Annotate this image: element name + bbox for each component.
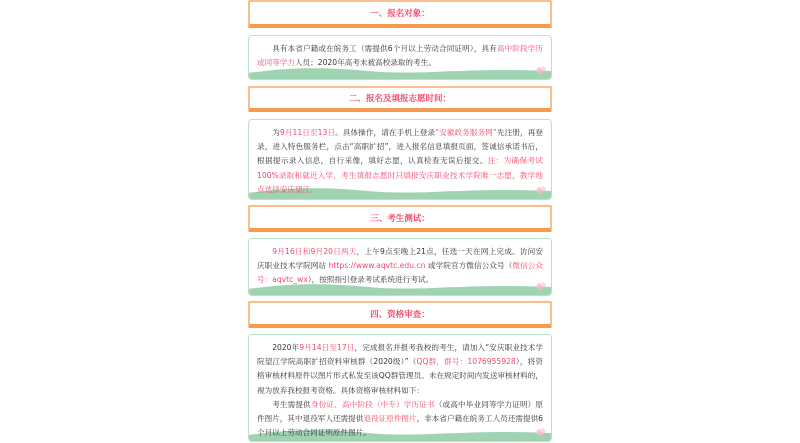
highlight-text: 身份证、高中阶段（中专）学历证书 xyxy=(310,399,435,409)
paragraph xyxy=(257,245,543,288)
text: 或学院官方微信公众号（ xyxy=(425,261,513,271)
text: 先注册，再登录，进入特色服务栏，点击“高职扩招”，进入报名信息填报页面，签诚信承诺书后，根据提示录入信息，自行采像，填好志愿，认真检查无误后提交。 xyxy=(257,128,544,166)
flower-icon xyxy=(535,65,547,75)
text: 。具体操作，请在手机上登录 xyxy=(335,128,436,137)
text: 具有本省户籍或在皖务工（需提供6个月以上劳动合同证明），具有 xyxy=(272,44,497,53)
flower-icon xyxy=(535,281,547,291)
text: 2020年 xyxy=(272,343,300,352)
flower-icon xyxy=(535,427,547,437)
section-card xyxy=(248,119,552,200)
text: 考生需提供 xyxy=(272,399,311,409)
highlight-text: 退役证原件图片 xyxy=(363,414,417,424)
section-header xyxy=(248,0,552,28)
text: ，上午9点至晚上21点，任选一天在网上完成。访问安庆职业技术学院网站 xyxy=(257,247,543,271)
highlight-text: 9月16日和9月20日两天 xyxy=(272,247,357,256)
highlight-text: “安徽政务服务网” xyxy=(435,128,497,137)
section-title: 三、考生测试： xyxy=(370,213,430,224)
website-link[interactable]: https://www.aqvtc.edu.cn xyxy=(328,261,426,271)
text: ，完成报名并报考我校的考生，请加入“安庆职业技术学院望江学院高职扩招资料审核群（2020级）”（ xyxy=(257,343,543,367)
section-card xyxy=(248,238,552,296)
text: 为 xyxy=(272,128,280,137)
paragraph xyxy=(257,398,543,441)
section-header xyxy=(248,86,552,112)
section-title: 四、资格审查： xyxy=(370,309,430,320)
text: ，非本省户籍在皖务工人员还需提供6个月以上劳动合同证明原件图片。 xyxy=(257,414,544,438)
highlight-text: 9月14日至17日 xyxy=(299,343,355,352)
section-card xyxy=(248,334,552,442)
text: （或高中毕业同等学力证明）原件图片，其中退役军人还需提供 xyxy=(257,399,544,424)
paragraph xyxy=(257,341,543,398)
section-card xyxy=(248,35,552,80)
paragraph xyxy=(257,42,543,70)
section-header xyxy=(248,301,552,328)
paragraph xyxy=(257,126,543,197)
text: ），将资格审核材料原件以图片形式私发至该QQ群管理员。未在规定时间内发送审核材料的，视为放弃我校报考资格。具体资格审核材料如下： xyxy=(257,357,543,395)
text: 人员；2020年高考未被高校录取的考生。 xyxy=(294,58,436,68)
highlight-text: 9月11日至13日 xyxy=(279,128,336,137)
highlight-text: 注：为确保考试100%录取和就近入学，考生填报志愿时只填报安庆职业技术学院唯一志愿，教学地点选择安庆望江。 xyxy=(257,156,544,194)
highlight-text: 高中阶段学历或同等学力 xyxy=(257,44,544,68)
section-title: 一、报名对象： xyxy=(370,9,430,19)
text: ），按照指引登录考试系统进行考试。 xyxy=(307,275,434,285)
flower-icon xyxy=(535,185,547,195)
section-header xyxy=(248,205,552,232)
highlight-text: QQ群，群号：1076955928 xyxy=(416,357,516,367)
section-title: 二、报名及填报志愿时间： xyxy=(348,94,451,104)
highlight-text: 微信公众号：aqvtc_wx xyxy=(257,261,544,285)
